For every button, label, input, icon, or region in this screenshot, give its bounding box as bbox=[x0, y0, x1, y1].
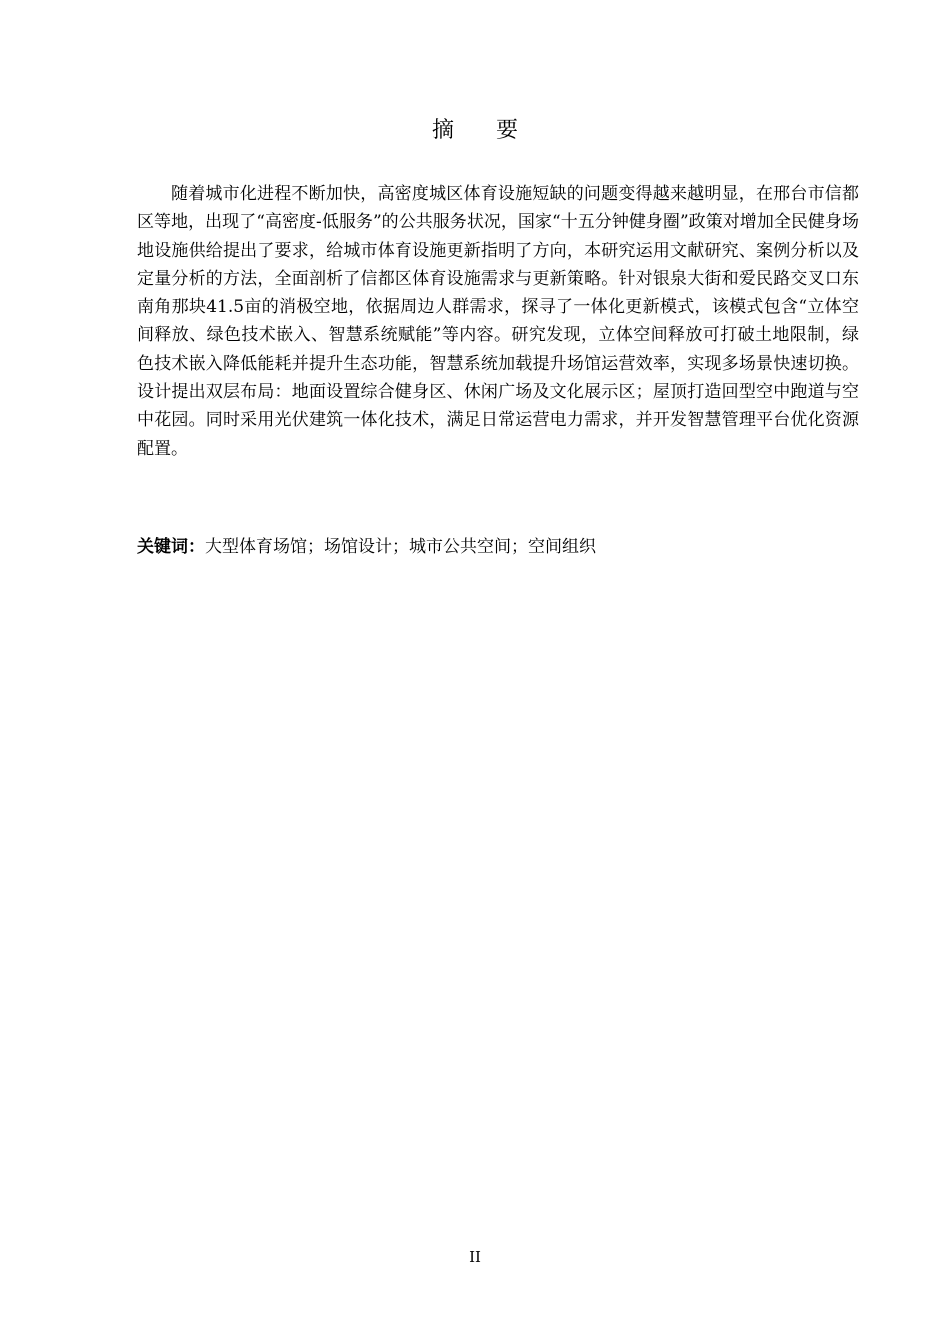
keywords-label: 关键词： bbox=[137, 537, 205, 557]
keywords-line bbox=[137, 533, 859, 561]
keywords-list: 大型体育场馆；场馆设计；城市公共空间；空间组织 bbox=[205, 537, 596, 557]
abstract-paragraph: 随着城市化进程不断加快，高密度城区体育设施短缺的问题变得越来越明显，在邢台市信都区等地，出现了“高密度-低服务”的公共服务状况，国家“十五分钟健身圈”政策对增加全民健身场地设施供给提出了要求，给城市体育设施更新指明了方向，本研究运用文献研究、案例分析以及定量分析的方法，全面剖析了信都区体育设施需求与更新策略。针对银泉大街和爱民路交叉口东南角那块41.5亩的消极空地，依据周边人群需求，探寻了一体化更新模式，该模式包含“立体空间释放、绿色技术嵌入、智慧系统赋能”等内容。研究发现，立体空间释放可打破土地限制，绿色技术嵌入降低能耗并提升生态功能，智慧系统加载提升场馆运营效率，实现多场景快速切换。设计提出双层布局：地面设置综合健身区、休闲广场及文化展示区；屋顶打造回型空中跑道与空中花园。同时采用光伏建筑一体化技术，满足日常运营电力需求，并开发智慧管理平台优化资源配置。 bbox=[137, 184, 859, 459]
page-number: II bbox=[469, 1248, 481, 1266]
abstract-title: 摘要 bbox=[431, 118, 560, 143]
